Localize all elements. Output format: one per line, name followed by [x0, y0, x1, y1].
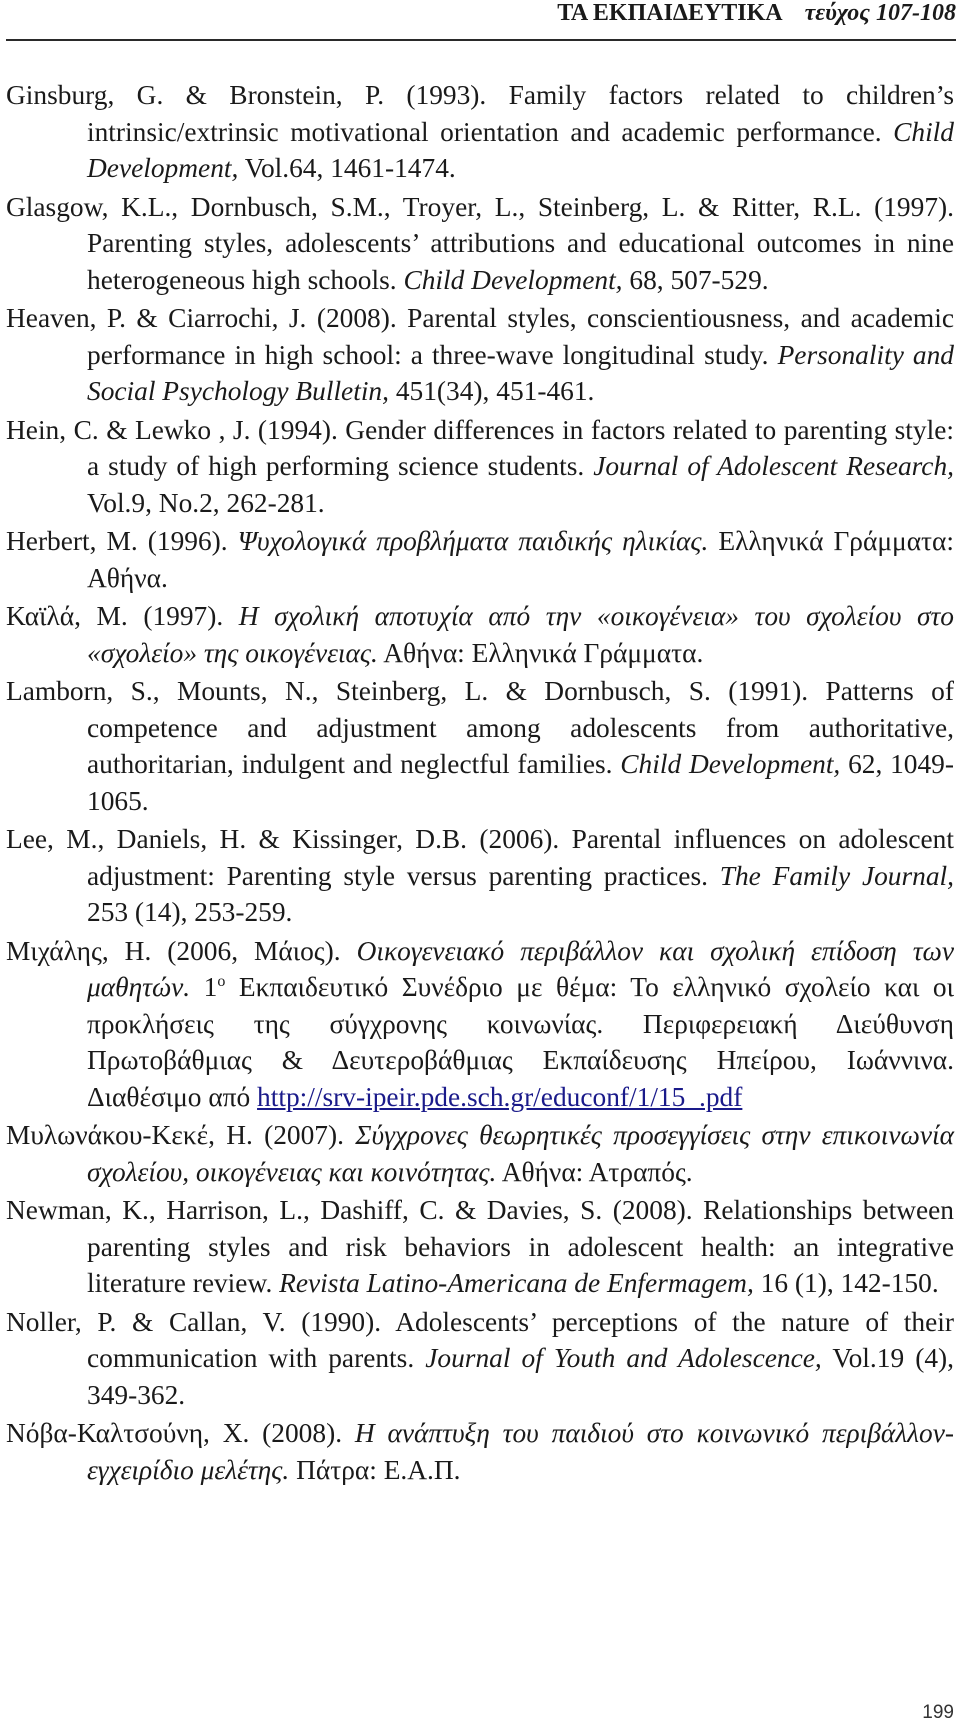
reference-entry — [6, 1304, 954, 1414]
ref-text-end: Αθήνα: Ελληνικά Γράμματα. — [377, 637, 704, 668]
ref-title: Ψυχολογικά προβλήματα παιδικής ηλικίας. — [237, 526, 709, 556]
reference-list — [6, 77, 954, 1490]
reference-entry — [6, 77, 954, 187]
ref-text: Hein, C. & Lewko , J. (1994). Gender differences in factors related to parenting style: a study of high performing science students. — [6, 414, 954, 481]
ref-text: Noller, P. & Callan, V. (1990). Adolescents’ perceptions of the nature of their communication with parents. — [6, 1306, 954, 1373]
ref-text-end: Εκπαιδευτικό Συνέδριο με θέμα: Το ελληνικό σχολείο και οι προκλήσεις της σύγχρονης κοινωνίας. Περιφερειακή Διεύθυνση Πρωτοβάθμιας & Δευτεροβάθμιας Εκπαίδευσης Ηπείρου, Ιωάννινα. Διαθέσιμο από — [87, 972, 954, 1112]
ref-text: Μυλωνάκου-Κεκέ, Η. (2007). — [6, 1120, 356, 1150]
ref-title: Child Development, — [403, 264, 623, 295]
ref-title: Η σχολική αποτυχία από την «οικογένεια» του σχολείου στο «σχολείο» της οικογένειας. — [87, 601, 954, 668]
ref-title: Revista Latino-Americana de Enfermagem, — [279, 1268, 754, 1298]
ref-title: Personality and Social Psychology Bulletin, — [87, 339, 955, 406]
pdf-link[interactable]: http://srv-ipeir.pde.sch.gr/educonf/1/15_.pdf — [257, 1081, 743, 1112]
ref-title: Journal of Adolescent Research, — [593, 451, 954, 481]
ref-title: Η ανάπτυξη του παιδιού στο κοινωνικό περιβάλλον-εγχειρίδιο μελέτης. — [87, 1418, 954, 1485]
reference-entry — [6, 673, 954, 819]
running-header — [557, 0, 956, 38]
reference-entry — [6, 1415, 954, 1488]
ref-text-end: Αθήνα: Ατραπός. — [496, 1156, 693, 1187]
reference-entry — [6, 821, 954, 931]
reference-entry — [6, 598, 954, 671]
ref-text: Ginsburg, G. & Bronstein, P. (1993). Family factors related to children’s intrinsic/extrinsic motivational orientation and academic performance. — [6, 80, 954, 147]
reference-entry — [6, 300, 954, 410]
reference-entry — [6, 1117, 954, 1190]
ref-text-end: 451(34), 451-461. — [388, 376, 595, 406]
ref-text-end: Πάτρα: Ε.Α.Π. — [289, 1454, 461, 1485]
ref-title: Child Development, — [87, 116, 954, 183]
issue-number: τεύχος 107-108 — [804, 0, 956, 26]
ref-text-end: 68, 507-529. — [622, 264, 769, 295]
ref-text: Newman, K., Harrison, L., Dashiff, C. & Davies, S. (2008). Relationships between parenting styles and risk behaviors in adolescent health: an integrative literature review. — [6, 1195, 954, 1298]
ref-text-mid: 1 — [190, 972, 218, 1002]
ref-title: The Family Journal, — [719, 860, 954, 891]
page-number: 199 — [922, 1702, 954, 1723]
ordinal-superscript: ο — [217, 972, 226, 990]
ref-title: Journal of Youth and Adolescence, — [425, 1343, 822, 1373]
ref-text: Herbert, M. (1996). — [6, 526, 238, 556]
journal-name: ΤΑ ΕΚΠΑΙΔΕΥΤΙΚΑ — [557, 0, 783, 26]
ref-text-end: 253 (14), 253-259. — [87, 897, 293, 927]
ref-text-end: Vol.9, No.2, 262-281. — [87, 487, 325, 518]
header-rule — [6, 39, 956, 41]
ref-title: Σύγχρονες θεωρητικές προσεγγίσεις στην επικοινωνία σχολείου, οικογένειας και κοινότητας. — [87, 1120, 954, 1187]
ref-text: Lee, M., Daniels, H. & Kissinger, D.B. (2006). Parental influences on adolescent adjustment: Parenting style versus parenting practices. — [6, 824, 954, 891]
reference-entry — [6, 412, 954, 522]
ref-text: Heaven, P. & Ciarrochi, J. (2008). Parental styles, conscientiousness, and academic performance in high school: a three-wave longitudinal study. — [6, 303, 954, 370]
ref-text: Lamborn, S., Mounts, N., Steinberg, L. & Dornbusch, S. (1991). Patterns of competence and adjustment among adolescents from authoritative, authoritarian, indulgent and neglectful families. — [6, 676, 954, 779]
ref-text: Νόβα-Καλτσούνη, Χ. (2008). — [6, 1418, 355, 1448]
ref-text-end: Ελληνικά Γράμματα: Αθήνα. — [87, 526, 955, 593]
ref-text-end: 16 (1), 142-150. — [753, 1268, 939, 1298]
ref-text-end: Vol.64, 1461-1474. — [238, 153, 456, 183]
ref-title: Child Development, — [620, 749, 841, 779]
ref-text-end: Vol.19 (4), 349-362. — [87, 1343, 955, 1410]
reference-entry — [6, 933, 954, 1116]
reference-entry — [6, 189, 954, 299]
ref-text: Μιχάλης, Η. (2006, Μάιος). — [6, 935, 357, 966]
reference-entry — [6, 523, 954, 596]
ref-title: Οικογενειακό περιβάλλον και σχολική επίδοση των μαθητών. — [87, 935, 954, 1002]
ref-text: Καϊλά, Μ. (1997). — [6, 601, 239, 631]
ref-text: Glasgow, K.L., Dornbusch, S.M., Troyer, L., Steinberg, L. & Ritter, R.L. (1997). Parenting styles, adolescents’ attributions and educational outcomes in nine heterogeneous high schools. — [6, 191, 954, 295]
reference-entry — [6, 1192, 954, 1302]
ref-text-end: 62, 1049-1065. — [87, 749, 954, 816]
